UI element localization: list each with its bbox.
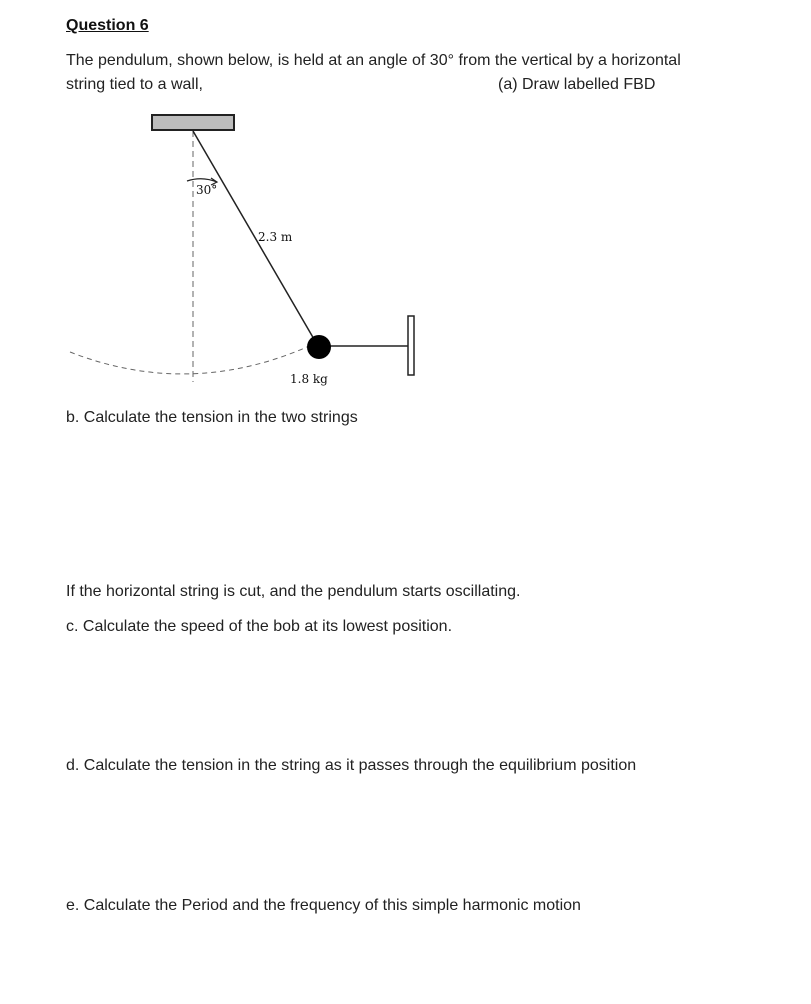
intro-text-line2: string tied to a wall,	[66, 76, 203, 93]
part-c-prompt: c. Calculate the speed of the bob at its lowest position.	[66, 618, 453, 635]
wall	[408, 316, 414, 375]
pendulum-string	[193, 131, 318, 346]
part-d-prompt: d. Calculate the tension in the string as it passes through the equilibrium position	[66, 757, 637, 774]
part-e-prompt: e. Calculate the Period and the frequency of this simple harmonic motion	[66, 897, 581, 914]
pendulum-diagram	[0, 0, 811, 400]
ceiling-support	[152, 115, 234, 130]
angle-label: 30°	[196, 183, 218, 197]
cut-string-note: If the horizontal string is cut, and the pendulum starts oscillating.	[66, 583, 521, 600]
intro-text-line1: The pendulum, shown below, is held at an angle of 30° from the vertical by a horizontal	[66, 52, 681, 69]
part-b-prompt: b. Calculate the tension in the two strings	[66, 409, 358, 426]
swing-arc	[70, 343, 316, 374]
part-a-prompt: (a) Draw labelled FBD	[498, 76, 656, 93]
pendulum-bob	[307, 335, 331, 359]
length-label: 2.3 m	[258, 230, 293, 244]
question-title: Question 6	[66, 17, 149, 34]
mass-label: 1.8 kg	[290, 372, 328, 386]
